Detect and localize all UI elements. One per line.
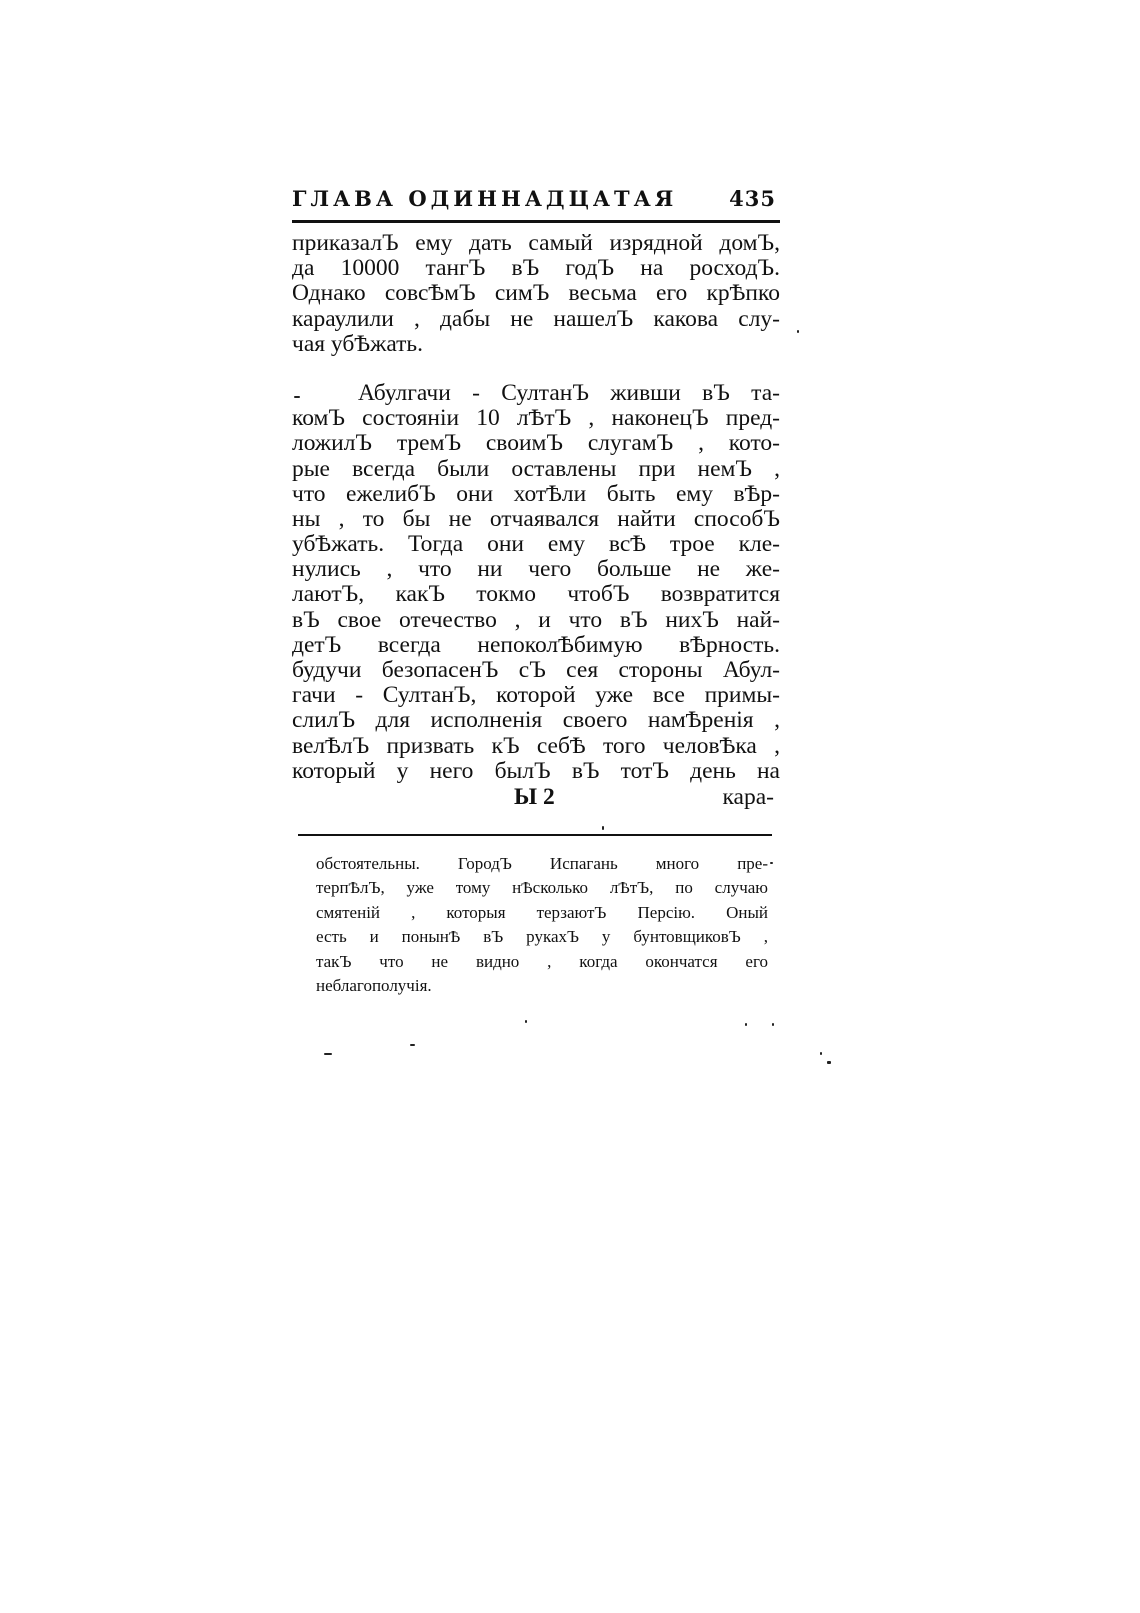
scan-speck (525, 1020, 527, 1023)
text-line: нулись , что ни чего больше не же- (292, 556, 780, 583)
text-line: который у него былЪ вЪ тотЪ день на (292, 757, 780, 784)
footnote-rule (298, 834, 772, 836)
scan-speck (772, 1023, 774, 1026)
text-line: Абулгачи - СултанЪ живши вЪ та- (358, 379, 780, 406)
text-line: слилЪ для исполненiя своего намѢренiя , (292, 707, 780, 734)
footnote-line: неблагополучiя. (316, 976, 432, 996)
footnote-line: обстоятельны. ГородЪ Испагань много пре- (316, 853, 768, 873)
scan-speck (602, 826, 604, 830)
main-text (292, 231, 780, 784)
scan-speck (324, 1053, 332, 1055)
header-rule (292, 220, 780, 223)
text-line: вЪ свое отечество , и что вЪ нихЪ най- (292, 606, 780, 633)
scan-speck (770, 862, 773, 864)
page-number: 435 (729, 186, 776, 211)
text-line: что ежелибЪ они хотѢли быть ему вѢр- (292, 480, 780, 507)
text-line: караулили , дабы не нашелЪ какова слу- (292, 305, 780, 332)
paragraph-gap (292, 357, 780, 381)
catchword: кара- (722, 783, 774, 810)
text-line: убѢжать. Тогда они ему всѢ трое кле- (292, 531, 780, 558)
catchline (292, 784, 780, 812)
text-line: детЪ всегда непоколѢбимую вѢрность. (292, 631, 780, 658)
scan-speck (797, 330, 799, 333)
footnote-line: терпѢлЪ, уже тому нѢсколько лѢтЪ, по случаю (316, 878, 768, 898)
chapter-title: ГЛАВА ОДИННАДЦАТАЯ (292, 186, 678, 211)
running-head (292, 178, 780, 212)
text-line: гачи - СултанЪ, которой уже все примы- (292, 682, 780, 709)
scan-speck (827, 1061, 831, 1064)
footnote (316, 852, 768, 999)
text-line: лаютЪ, какЪ токмо чтобЪ возвратится (292, 581, 780, 608)
text-line: Однако совсѢмЪ симЪ весьма его крѢпко (292, 280, 780, 307)
footnote-line: смятенiй , которыя терзаютЪ Персiю. Оный (316, 902, 768, 922)
footnote-line: такЪ что не видно , когда окончатся его (316, 951, 768, 971)
text-line: будучи безопасенЪ сЪ сея стороны Абул- (292, 657, 780, 683)
text-line: чая убѢжать. (292, 330, 424, 357)
text-line: комЪ состоянiи 10 лѢтЪ , наконецЪ пред- (292, 405, 780, 432)
signature-mark: Ы 2 (514, 783, 555, 810)
footnote-line: есть и понынѢ вЪ рукахЪ у бунтовщиковЪ , (316, 927, 768, 947)
text-line: ны , то бы не отчаявался найти способЪ (292, 505, 780, 532)
scan-speck (294, 396, 300, 398)
book-page (292, 178, 780, 999)
text-line: велѢлЪ призвать кЪ себѢ того человѢка , (292, 732, 780, 759)
text-line: приказалЪ ему дать самый изрядной домЪ, (292, 230, 780, 256)
scan-speck (820, 1052, 822, 1055)
scan-speck (410, 1044, 415, 1046)
text-line: рые всегда были оставлены при немЪ , (292, 455, 780, 482)
text-line: ложилЪ тремЪ своимЪ слугамЪ , кото- (292, 430, 780, 457)
scan-speck (745, 1023, 747, 1026)
text-line: да 10000 тангЪ вЪ годЪ на росходЪ. (292, 255, 780, 282)
